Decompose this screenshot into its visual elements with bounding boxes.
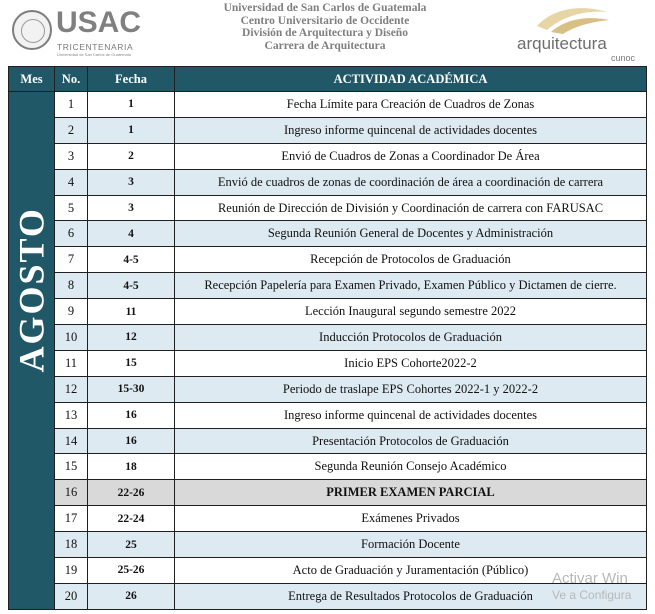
row-date: 3: [88, 195, 175, 221]
row-date: 26: [88, 583, 175, 609]
activation-watermark: [552, 570, 631, 604]
table-row: [9, 221, 647, 247]
row-date: 4-5: [88, 247, 175, 273]
table-header-row: [9, 67, 647, 92]
university-seal-icon: [12, 10, 52, 50]
row-activity: Ingreso informe quincenal de actividades docentes: [175, 117, 647, 143]
row-activity: Segunda Reunión Consejo Académico: [175, 454, 647, 480]
row-activity: Recepción de Protocolos de Graduación: [175, 247, 647, 273]
row-date: 11: [88, 299, 175, 325]
usac-logo: [12, 6, 140, 58]
table-row: [9, 195, 647, 221]
header-fecha: Fecha: [88, 67, 175, 92]
row-activity: Fecha Límite para Creación de Cuadros de Zonas: [175, 92, 647, 118]
row-date: 15-30: [88, 376, 175, 402]
row-date: 2: [88, 143, 175, 169]
row-activity: Formación Docente: [175, 532, 647, 558]
watermark-line: Ve a Configura: [552, 588, 632, 602]
institution-line: Centro Universitario de Occidente: [240, 14, 410, 27]
row-activity: Ingreso informe quincenal de actividades docentes: [175, 402, 647, 428]
table-row: [9, 402, 647, 428]
row-number: 7: [55, 247, 88, 273]
row-number: 16: [55, 480, 88, 506]
row-activity: Envió de Cuadros de Zonas a Coordinador De Área: [175, 143, 647, 169]
table-row: [9, 376, 647, 402]
table-row: [9, 583, 647, 609]
row-number: 12: [55, 376, 88, 402]
row-number: 1: [55, 92, 88, 118]
table-row: [9, 117, 647, 143]
usac-logo-subtitle: TRICENTENARIA: [57, 42, 134, 52]
table-row: [9, 480, 647, 506]
row-date: 12: [88, 325, 175, 351]
row-activity: Inducción Protocolos de Graduación: [175, 325, 647, 351]
row-activity: Entrega de Resultados Protocolos de Graduación: [175, 583, 647, 609]
row-activity: Acto de Graduación y Juramentación (Público): [175, 558, 647, 584]
row-number: 3: [55, 143, 88, 169]
table-row: [9, 428, 647, 454]
table-row: [9, 169, 647, 195]
arquitectura-logo: [515, 4, 645, 63]
row-activity: Envió de cuadros de zonas de coordinación de área a coordinación de carrera: [175, 169, 647, 195]
row-date: 3: [88, 169, 175, 195]
row-number: 15: [55, 454, 88, 480]
row-date: 25: [88, 532, 175, 558]
table-row: [9, 299, 647, 325]
institution-line: División de Arquitectura y Diseño: [242, 27, 408, 39]
institution-line: Universidad de San Carlos de Guatemala: [223, 2, 427, 14]
month-cell: [9, 92, 55, 610]
row-number: 17: [55, 506, 88, 532]
row-date: 4: [88, 221, 175, 247]
row-date: 25-26: [88, 558, 175, 584]
row-number: 20: [55, 583, 88, 609]
table-row: [9, 454, 647, 480]
document-header: [0, 0, 655, 64]
usac-logo-tagline: Universidad de San Carlos de Guatemala: [57, 52, 131, 57]
institution-heading: [190, 2, 460, 52]
table-row: [9, 92, 647, 118]
table-row: [9, 247, 647, 273]
row-number: 13: [55, 402, 88, 428]
row-activity: Inicio EPS Cohorte2022-2: [175, 350, 647, 376]
row-number: 5: [55, 195, 88, 221]
row-number: 8: [55, 273, 88, 299]
arquitectura-logo-text: arquitectura: [517, 34, 607, 53]
row-date: 16: [88, 428, 175, 454]
row-activity: PRIMER EXAMEN PARCIAL: [175, 480, 647, 506]
row-activity: Segunda Reunión General de Docentes y Administración: [175, 221, 647, 247]
row-activity: Lección Inaugural segundo semestre 2022: [175, 299, 647, 325]
watermark-line: Activar Win: [552, 570, 628, 587]
row-number: 10: [55, 325, 88, 351]
row-date: 22-26: [88, 480, 175, 506]
row-date: 1: [88, 117, 175, 143]
row-date: 18: [88, 454, 175, 480]
institution-line: Carrera de Arquitectura: [264, 39, 386, 52]
table-row: [9, 558, 647, 584]
row-date: 4-5: [88, 273, 175, 299]
header-actividad: ACTIVIDAD ACADÉMICA: [175, 67, 647, 92]
swoosh-icon: [533, 4, 611, 34]
table-row: [9, 325, 647, 351]
row-date: 22-24: [88, 506, 175, 532]
row-number: 4: [55, 169, 88, 195]
table-row: [9, 350, 647, 376]
table-row: [9, 532, 647, 558]
activity-calendar-table: [8, 66, 647, 610]
row-number: 6: [55, 221, 88, 247]
table-row: [9, 273, 647, 299]
header-no: No.: [55, 67, 88, 92]
row-activity: Recepción Papelería para Examen Privado, Examen Público y Dictamen de cierre.: [175, 273, 647, 299]
row-activity: Periodo de traslape EPS Cohortes 2022-1 y 2022-2: [175, 376, 647, 402]
row-activity: Reunión de Dirección de División y Coordinación de carrera con FARUSAC: [175, 195, 647, 221]
row-number: 11: [55, 350, 88, 376]
row-activity: Exámenes Privados: [175, 506, 647, 532]
header-mes: Mes: [9, 67, 55, 92]
row-number: 14: [55, 428, 88, 454]
table-row: [9, 506, 647, 532]
arquitectura-logo-sub: cunoc: [611, 53, 636, 63]
row-number: 19: [55, 558, 88, 584]
row-number: 9: [55, 299, 88, 325]
month-label: AGOSTO: [11, 207, 52, 373]
row-number: 18: [55, 532, 88, 558]
row-date: 15: [88, 350, 175, 376]
row-date: 1: [88, 92, 175, 118]
row-date: 16: [88, 402, 175, 428]
row-number: 2: [55, 117, 88, 143]
usac-logo-text: USAC: [56, 6, 142, 39]
table-row: [9, 143, 647, 169]
row-activity: Presentación Protocolos de Graduación: [175, 428, 647, 454]
